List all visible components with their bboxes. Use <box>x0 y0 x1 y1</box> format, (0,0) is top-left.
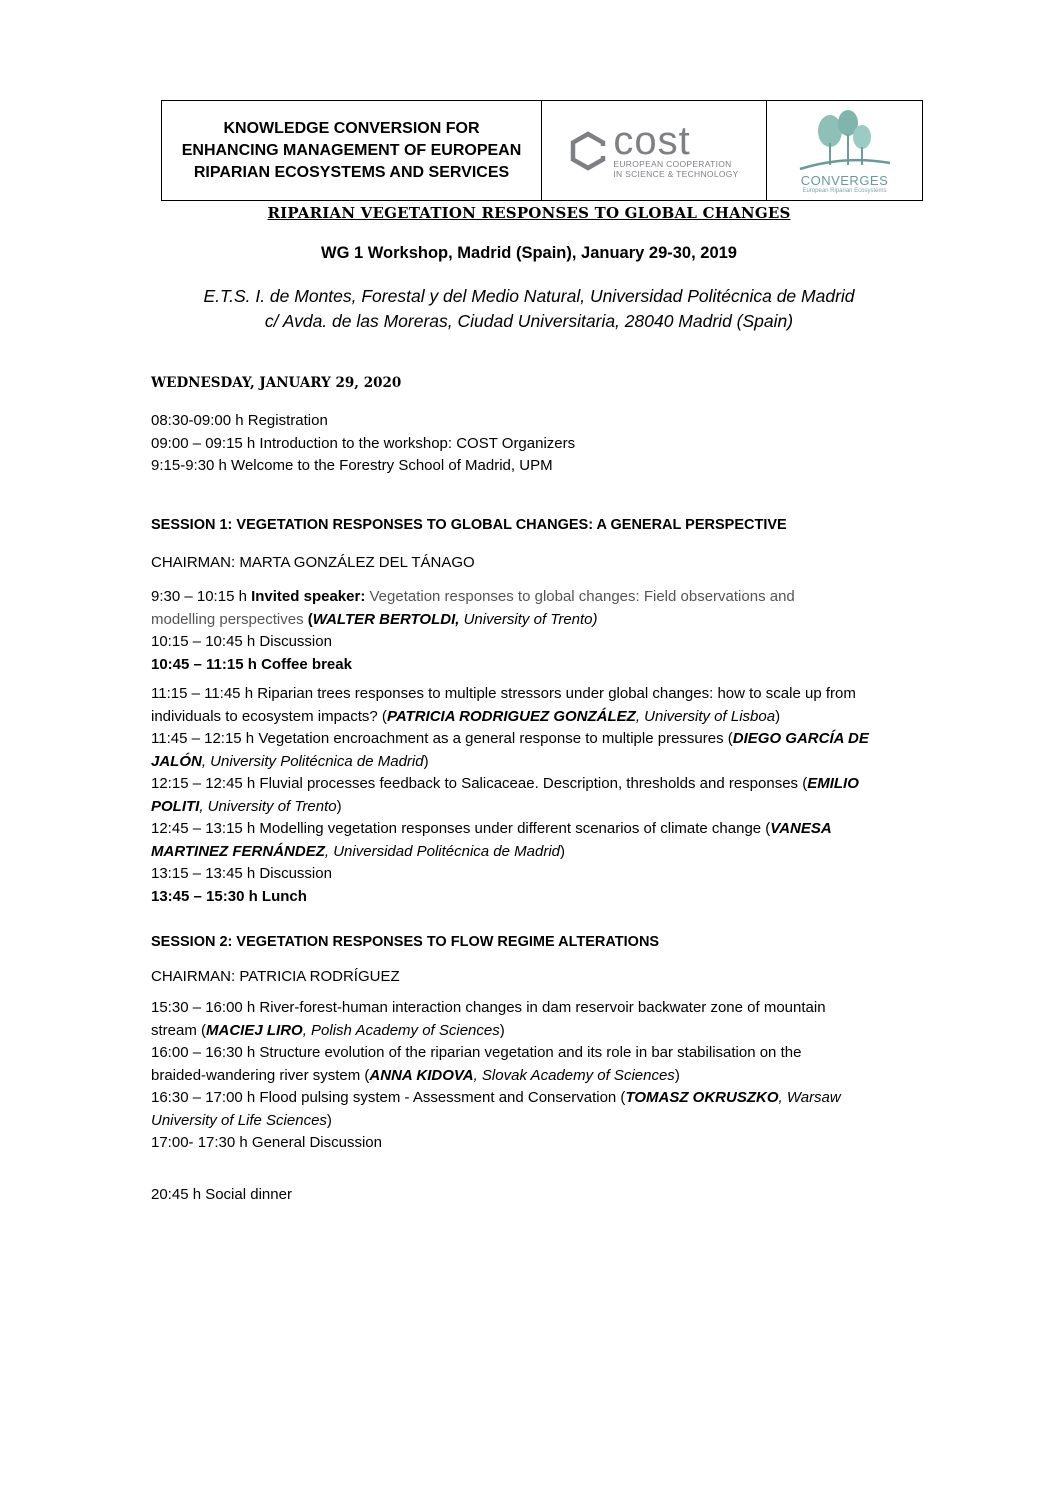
converges-logo-cell <box>767 101 922 200</box>
talk-line: MARTINEZ FERNÁNDEZ, Universidad Politécnica de Madrid) <box>151 842 566 860</box>
schedule-item: 9:15-9:30 h Welcome to the Forestry School of Madrid, UPM <box>151 457 553 474</box>
project-title-line: KNOWLEDGE CONVERSION FOR <box>223 119 480 137</box>
session-1-title: SESSION 1: VEGETATION RESPONSES TO GLOBAL CHANGES: A GENERAL PERSPECTIVE <box>151 517 787 533</box>
talk-line: 16:30 – 17:00 h Flood pulsing system - Assessment and Conservation (TOMASZ OKRUSZKO, Warsaw <box>151 1089 841 1106</box>
cost-logo-word: cost <box>613 118 691 163</box>
schedule-item: 09:00 – 09:15 h Introduction to the workshop: COST Organizers <box>151 434 576 452</box>
talk-line: individuals to ecosystem impacts? (PATRICIA RODRIGUEZ GONZÁLEZ, University of Lisboa) <box>151 707 781 725</box>
day-heading: WEDNESDAY, JANUARY 29, 2020 <box>151 375 402 391</box>
trees-icon <box>790 107 900 175</box>
session-1-talks <box>151 683 921 908</box>
speaker-affiliation: , Polish Academy of Sciences <box>302 1021 500 1039</box>
speaker-name: EMILIO <box>807 775 859 792</box>
speaker-affiliation: , Slovak Academy of Sciences <box>473 1066 675 1084</box>
opening-schedule <box>151 410 921 478</box>
speaker-name: DIEGO GARCÍA DE <box>732 730 869 747</box>
schedule-item: 10:15 – 10:45 h Discussion <box>151 633 332 650</box>
speaker-affiliation: , University of Trento <box>199 797 337 815</box>
project-title-cell <box>162 101 542 200</box>
schedule-item: modelling perspectives (WALTER BERTOLDI, University of Trento) <box>151 610 598 628</box>
talk-line: 11:15 – 11:45 h Riparian trees responses to multiple stressors under global changes: how to scale up from <box>151 685 856 702</box>
venue-line: E.T.S. I. de Montes, Forestal y del Medio Natural, Universidad Politécnica de Madrid <box>203 286 855 306</box>
speaker-affiliation: , Warsaw <box>778 1089 841 1106</box>
talk-line: 12:45 – 13:15 h Modelling vegetation responses under different scenarios of climate change (VANESA <box>151 820 832 837</box>
venue <box>0 284 1058 334</box>
talk-line: 12:15 – 12:45 h Fluvial processes feedback to Salicaceae. Description, thresholds and responses (EMILIO <box>151 775 859 792</box>
talk-title: modelling perspectives <box>151 610 304 628</box>
speaker-name: PATRICIA RODRIGUEZ GONZÁLEZ <box>386 707 636 725</box>
converges-logo-word: CONVERGES <box>800 173 889 188</box>
schedule-item: 10:45 – 11:15 h Coffee break <box>151 655 352 673</box>
schedule-item: 13:15 – 13:45 h Discussion <box>151 865 332 882</box>
cost-logo <box>569 118 739 179</box>
cost-logo-subtitle: EUROPEAN COOPERATION <box>613 158 732 169</box>
cost-hexagon-icon <box>569 131 607 171</box>
talk-line: POLITI, University of Trento) <box>151 797 342 815</box>
speaker-affiliation: , University of Lisboa <box>635 707 776 725</box>
talk-title: Vegetation responses to global changes: Field observations and <box>369 588 795 605</box>
speaker-name: ANNA KIDOVA <box>369 1066 474 1084</box>
speaker-affiliation: University of Life Sciences <box>151 1111 327 1129</box>
schedule-item: 08:30-09:00 h Registration <box>151 412 328 429</box>
talk-line: stream (MACIEJ LIRO, Polish Academy of Sciences) <box>151 1021 505 1039</box>
converges-logo <box>790 107 900 194</box>
schedule-item: 13:45 – 15:30 h Lunch <box>151 887 307 905</box>
speaker-name: JALÓN <box>151 752 202 770</box>
talk-line: 11:45 – 12:15 h Vegetation encroachment as a general response to multiple pressures (DIEGO GARCÍA DE <box>151 730 869 747</box>
speaker-name: MACIEJ LIRO <box>206 1021 303 1039</box>
talk-line: JALÓN, University Politécnica de Madrid) <box>151 752 429 770</box>
talk-line: braided-wandering river system (ANNA KIDOVA, Slovak Academy of Sciences) <box>151 1066 680 1084</box>
speaker-name: VANESA <box>770 820 832 837</box>
invited-label: Invited speaker: <box>251 588 366 605</box>
venue-line: c/ Avda. de las Moreras, Ciudad Universitaria, 28040 Madrid (Spain) <box>264 311 794 331</box>
schedule-item <box>151 586 921 609</box>
speaker-affiliation: University of Trento) <box>459 610 598 628</box>
project-title-line: RIPARIAN ECOSYSTEMS AND SERVICES <box>193 163 510 181</box>
session-2-chairman: CHAIRMAN: PATRICIA RODRÍGUEZ <box>151 968 400 985</box>
speaker-affiliation: , University Politécnica de Madrid <box>201 752 424 770</box>
talk-line: University of Life Sciences) <box>151 1111 332 1129</box>
session-1-invited-block <box>151 586 921 676</box>
schedule-item: 17:00- 17:30 h General Discussion <box>151 1134 382 1151</box>
project-title-line: ENHANCING MANAGEMENT OF EUROPEAN <box>181 141 522 159</box>
session-2-title: SESSION 2: VEGETATION RESPONSES TO FLOW REGIME ALTERATIONS <box>151 934 660 950</box>
social-dinner <box>151 1184 921 1207</box>
session-2-talks <box>151 997 921 1155</box>
speaker-name: POLITI <box>151 797 200 815</box>
session-1-chairman: CHAIRMAN: MARTA GONZÁLEZ DEL TÁNAGO <box>151 554 475 571</box>
event-title: RIPARIAN VEGETATION RESPONSES TO GLOBAL CHANGES <box>267 204 791 222</box>
speaker-affiliation: , Universidad Politécnica de Madrid <box>324 842 561 860</box>
cost-logo-cell <box>542 101 767 200</box>
time: 9:30 – 10:15 h <box>151 588 247 605</box>
talk-line: 16:00 – 16:30 h Structure evolution of the riparian vegetation and its role in bar stabilisation on the <box>151 1044 802 1061</box>
speaker-name: MARTINEZ FERNÁNDEZ <box>151 842 325 860</box>
project-title <box>162 118 541 184</box>
cost-logo-subtitle: IN SCIENCE & TECHNOLOGY <box>613 168 739 179</box>
talk-line: 15:30 – 16:00 h River-forest-human interaction changes in dam reservoir backwater zone of mountain <box>151 999 826 1016</box>
header-table <box>161 100 923 201</box>
speaker-name: WALTER BERTOLDI, <box>312 610 460 628</box>
converges-logo-tagline: European Riparian Ecosystems <box>802 188 887 194</box>
speaker-name: TOMASZ OKRUSZKO <box>625 1089 779 1106</box>
schedule-item: 20:45 h Social dinner <box>151 1186 292 1203</box>
workshop-line: WG 1 Workshop, Madrid (Spain), January 29-30, 2019 <box>321 244 737 262</box>
